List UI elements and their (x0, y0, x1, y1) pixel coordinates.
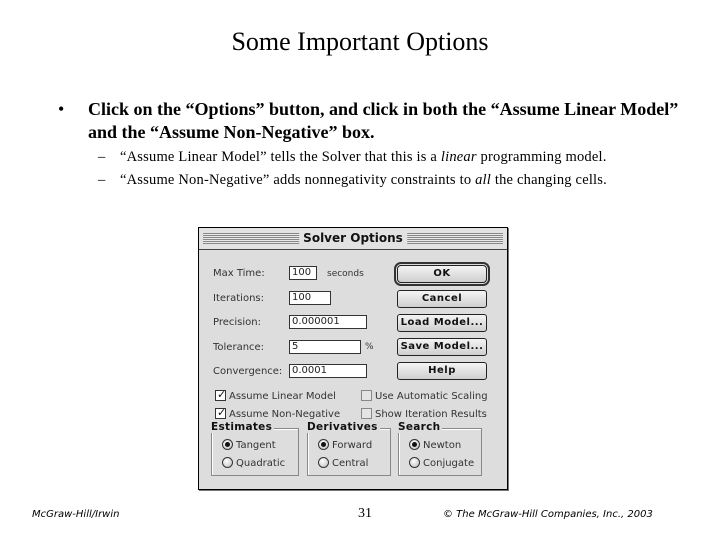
search-legend: Search (398, 421, 441, 433)
radio-label: Central (332, 458, 369, 469)
use-automatic-scaling-checkbox[interactable] (361, 390, 488, 402)
max-time-label: Max Time: (213, 268, 265, 279)
checkbox-label: Show Iteration Results (375, 409, 487, 420)
iterations-label: Iterations: (213, 293, 264, 304)
sub-bullet-text (120, 171, 607, 189)
ok-button[interactable]: OK (397, 265, 487, 283)
show-iteration-results-checkbox[interactable] (361, 408, 487, 420)
max-time-unit: seconds (327, 269, 364, 279)
tolerance-input[interactable]: 5 (289, 340, 361, 354)
quadratic-radio[interactable] (222, 457, 285, 469)
convergence-input[interactable]: 0.0001 (289, 364, 367, 378)
sub-bullet-dash: – (98, 172, 106, 188)
newton-radio[interactable] (409, 439, 461, 451)
radio-unselected-icon[interactable] (409, 457, 420, 468)
footer-copyright: © The McGraw-Hill Companies, Inc., 2003 (443, 509, 653, 520)
precision-label: Precision: (213, 317, 261, 328)
checkbox-box[interactable] (215, 408, 226, 419)
load-model-button[interactable]: Load Model... (397, 314, 487, 332)
radio-selected-icon[interactable] (318, 439, 329, 450)
radio-selected-icon[interactable] (222, 439, 233, 450)
derivatives-group (307, 421, 391, 476)
solver-options-dialog (198, 227, 508, 490)
help-button[interactable]: Help (397, 362, 487, 380)
convergence-label: Convergence: (213, 366, 283, 377)
tangent-radio[interactable] (222, 439, 276, 451)
save-model-button[interactable]: Save Model... (397, 338, 487, 356)
iterations-input[interactable]: 100 (289, 291, 331, 305)
forward-radio[interactable] (318, 439, 372, 451)
checkbox-box[interactable] (361, 408, 372, 419)
radio-label: Tangent (236, 440, 276, 451)
derivatives-legend: Derivatives (307, 421, 378, 433)
dialog-title: Solver Options (299, 230, 407, 247)
text-run: “Assume Non-Negative” adds nonnegativity constraints to (120, 172, 476, 188)
tolerance-unit: % (365, 342, 374, 352)
central-radio[interactable] (318, 457, 368, 469)
conjugate-radio[interactable] (409, 457, 474, 469)
tolerance-label: Tolerance: (213, 342, 265, 353)
text-run: “Assume Linear Model” tells the Solver that this is a (120, 149, 441, 165)
emphasis-text: linear (440, 149, 477, 165)
radio-unselected-icon[interactable] (222, 457, 233, 468)
text-run: programming model. (476, 149, 607, 165)
sub-bullet-text (120, 148, 607, 166)
assume-non-negative-checkbox[interactable] (215, 408, 340, 420)
text-run: the changing cells. (491, 172, 607, 188)
estimates-group (211, 421, 299, 476)
sub-bullet-dash: – (98, 149, 106, 165)
radio-label: Forward (332, 440, 373, 451)
emphasis-text: all (475, 172, 492, 188)
radio-label: Quadratic (236, 458, 286, 469)
checkbox-box[interactable] (215, 390, 226, 401)
cancel-button[interactable]: Cancel (397, 290, 487, 308)
search-group (398, 421, 482, 476)
dialog-titlebar[interactable] (199, 228, 507, 250)
checkbox-label: Assume Linear Model (229, 391, 336, 402)
max-time-input[interactable]: 100 (289, 266, 317, 280)
slide-title: Some Important Options (231, 27, 489, 56)
checkbox-box[interactable] (361, 390, 372, 401)
checkmark-icon: ✓ (217, 406, 227, 419)
estimates-legend: Estimates (211, 421, 273, 433)
precision-input[interactable]: 0.000001 (289, 315, 367, 329)
bullet-symbol: • (58, 99, 65, 119)
page-number: 31 (358, 506, 372, 521)
radio-label: Newton (423, 440, 462, 451)
checkbox-label: Use Automatic Scaling (375, 391, 488, 402)
radio-label: Conjugate (423, 458, 475, 469)
checkmark-icon: ✓ (217, 388, 227, 401)
assume-linear-model-checkbox[interactable] (215, 390, 336, 402)
footer-publisher: McGraw-Hill/Irwin (32, 509, 120, 520)
radio-selected-icon[interactable] (409, 439, 420, 450)
main-bullet-text: Click on the “Options” button, and click in both the “Assume Linear Model” and the “Assume Non-Negative” box. (88, 99, 679, 142)
radio-unselected-icon[interactable] (318, 457, 329, 468)
checkbox-label: Assume Non-Negative (229, 409, 341, 420)
